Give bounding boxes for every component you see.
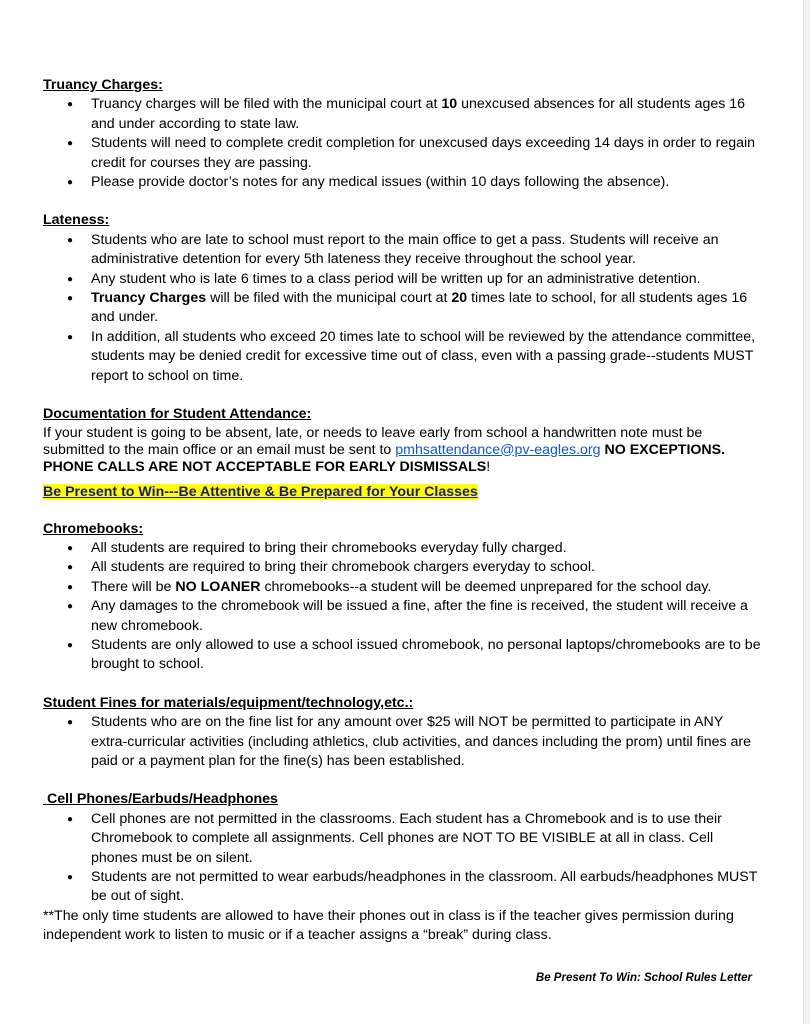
list-item	[43, 539, 763, 558]
list-item	[43, 231, 763, 270]
list-item	[43, 134, 763, 173]
item-text: All students are required to bring their chromebooks everyday fully charged.	[91, 539, 567, 556]
documentation-heading: Documentation for Student Attendance:	[43, 406, 312, 423]
item-text: Cell phones are not permitted in the classrooms. Each student has a Chromebook and is to use their Chromebook to complete all assignments. Cell phones are NOT TO BE VISIBLE at all in class. Cell phones must be on silent.	[91, 810, 722, 866]
item-text: Any student who is late 6 times to a class period will be written up for an administrative detention.	[91, 270, 701, 287]
document-body	[43, 76, 763, 946]
item-bold-text: NO LOANER	[175, 578, 261, 595]
item-text: Students who are on the fine list for any amount over $25 will NOT be permitted to participate in ANY extra-curricular activities (including athletics, club activities, and dances including the prom) until fines are paid or a payment plan for the fine(s) has been established.	[91, 714, 752, 769]
motto-highlight: Be Present to Win---Be Attentive & Be Prepared for Your Classes	[43, 483, 478, 500]
list-item	[43, 558, 763, 577]
phones-note: **The only time students are allowed to have their phones out in class is if the teacher gives permission during independent work to listen to music or if a teacher assigns a “break” during class.	[43, 907, 734, 944]
item-text: Students will need to complete credit completion for unexcused days exceeding 14 days in order to regain credit for courses they are passing.	[91, 135, 756, 171]
item-text: Please provide doctor’s notes for any medical issues (within 10 days following the absence).	[91, 174, 670, 191]
item-bold-text: 10	[441, 96, 458, 113]
lateness-list	[43, 231, 763, 386]
fines-list	[43, 713, 763, 771]
item-text: Students who are late to school must report to the main office to get a pass. Students will receive an administrative detention for every 5th lateness they receive throughout the school year.	[91, 231, 719, 268]
item-bold-text: 20	[451, 290, 468, 307]
list-item	[43, 578, 763, 597]
item-text: times late to school, for all students ages 16 and under.	[91, 290, 748, 326]
page-edge-scrollbar	[803, 0, 810, 1024]
lateness-heading: Lateness:	[43, 212, 110, 229]
list-item	[43, 270, 763, 289]
attendance-email-link[interactable]: pmhsattendance@pv-eagles.org	[395, 441, 601, 458]
truancy-list	[43, 95, 763, 192]
item-text: Students are not permitted to wear earbuds/headphones in the classroom. All earbuds/headphones MUST be out of sight.	[91, 869, 758, 905]
item-text: In addition, all students who exceed 20 times late to school will be reviewed by the attendance committee, students may be denied credit for excessive time out of class, even with a passing grade--students MUST report to school on time.	[91, 328, 756, 384]
chromebooks-list	[43, 539, 763, 675]
list-item	[43, 289, 763, 328]
item-text: There will be	[91, 578, 176, 595]
fines-heading: Student Fines for materials/equipment/technology,etc.:	[43, 694, 414, 711]
list-item	[43, 810, 763, 868]
list-item	[43, 597, 763, 636]
list-item	[43, 328, 763, 386]
paragraph-bold-text: NO EXCEPTIONS. PHONE CALLS ARE NOT ACCEPTABLE FOR EARLY DISMISSALS	[43, 441, 726, 475]
item-text: will be filed with the municipal court at	[206, 290, 452, 307]
paragraph-text: If your student is going to be absent, late, or needs to leave early from school a handwritten note must be submitted to the main office or an email must be sent to	[43, 424, 703, 458]
list-item	[43, 868, 763, 907]
item-bold-text: Truancy Charges	[91, 290, 207, 307]
list-item	[43, 636, 763, 675]
item-text: All students are required to bring their chromebook chargers everyday to school.	[91, 559, 595, 576]
list-item	[43, 713, 763, 771]
phones-heading: Cell Phones/Earbuds/Headphones	[43, 791, 278, 808]
page-footer: Be Present To Win: School Rules Letter	[535, 972, 752, 984]
item-text: unexcused absences for all students ages 16 and under according to state law.	[91, 96, 746, 132]
list-item	[43, 95, 763, 134]
phones-list	[43, 810, 763, 907]
chromebooks-heading: Chromebooks:	[43, 520, 144, 537]
item-text: Truancy charges will be filed with the municipal court at	[91, 96, 442, 113]
documentation-paragraph	[43, 425, 763, 476]
motto-line	[43, 484, 763, 501]
item-text: chromebooks--a student will be deemed unprepared for the school day.	[260, 578, 712, 595]
item-text: Students are only allowed to use a school issued chromebook, no personal laptops/chromebooks are to be brought to school.	[91, 636, 761, 673]
item-text: Any damages to the chromebook will be issued a fine, after the fine is received, the student will receive a new chromebook.	[91, 598, 748, 634]
list-item	[43, 173, 763, 192]
paragraph-text: !	[486, 458, 491, 475]
truancy-heading: Truancy Charges:	[43, 77, 163, 93]
